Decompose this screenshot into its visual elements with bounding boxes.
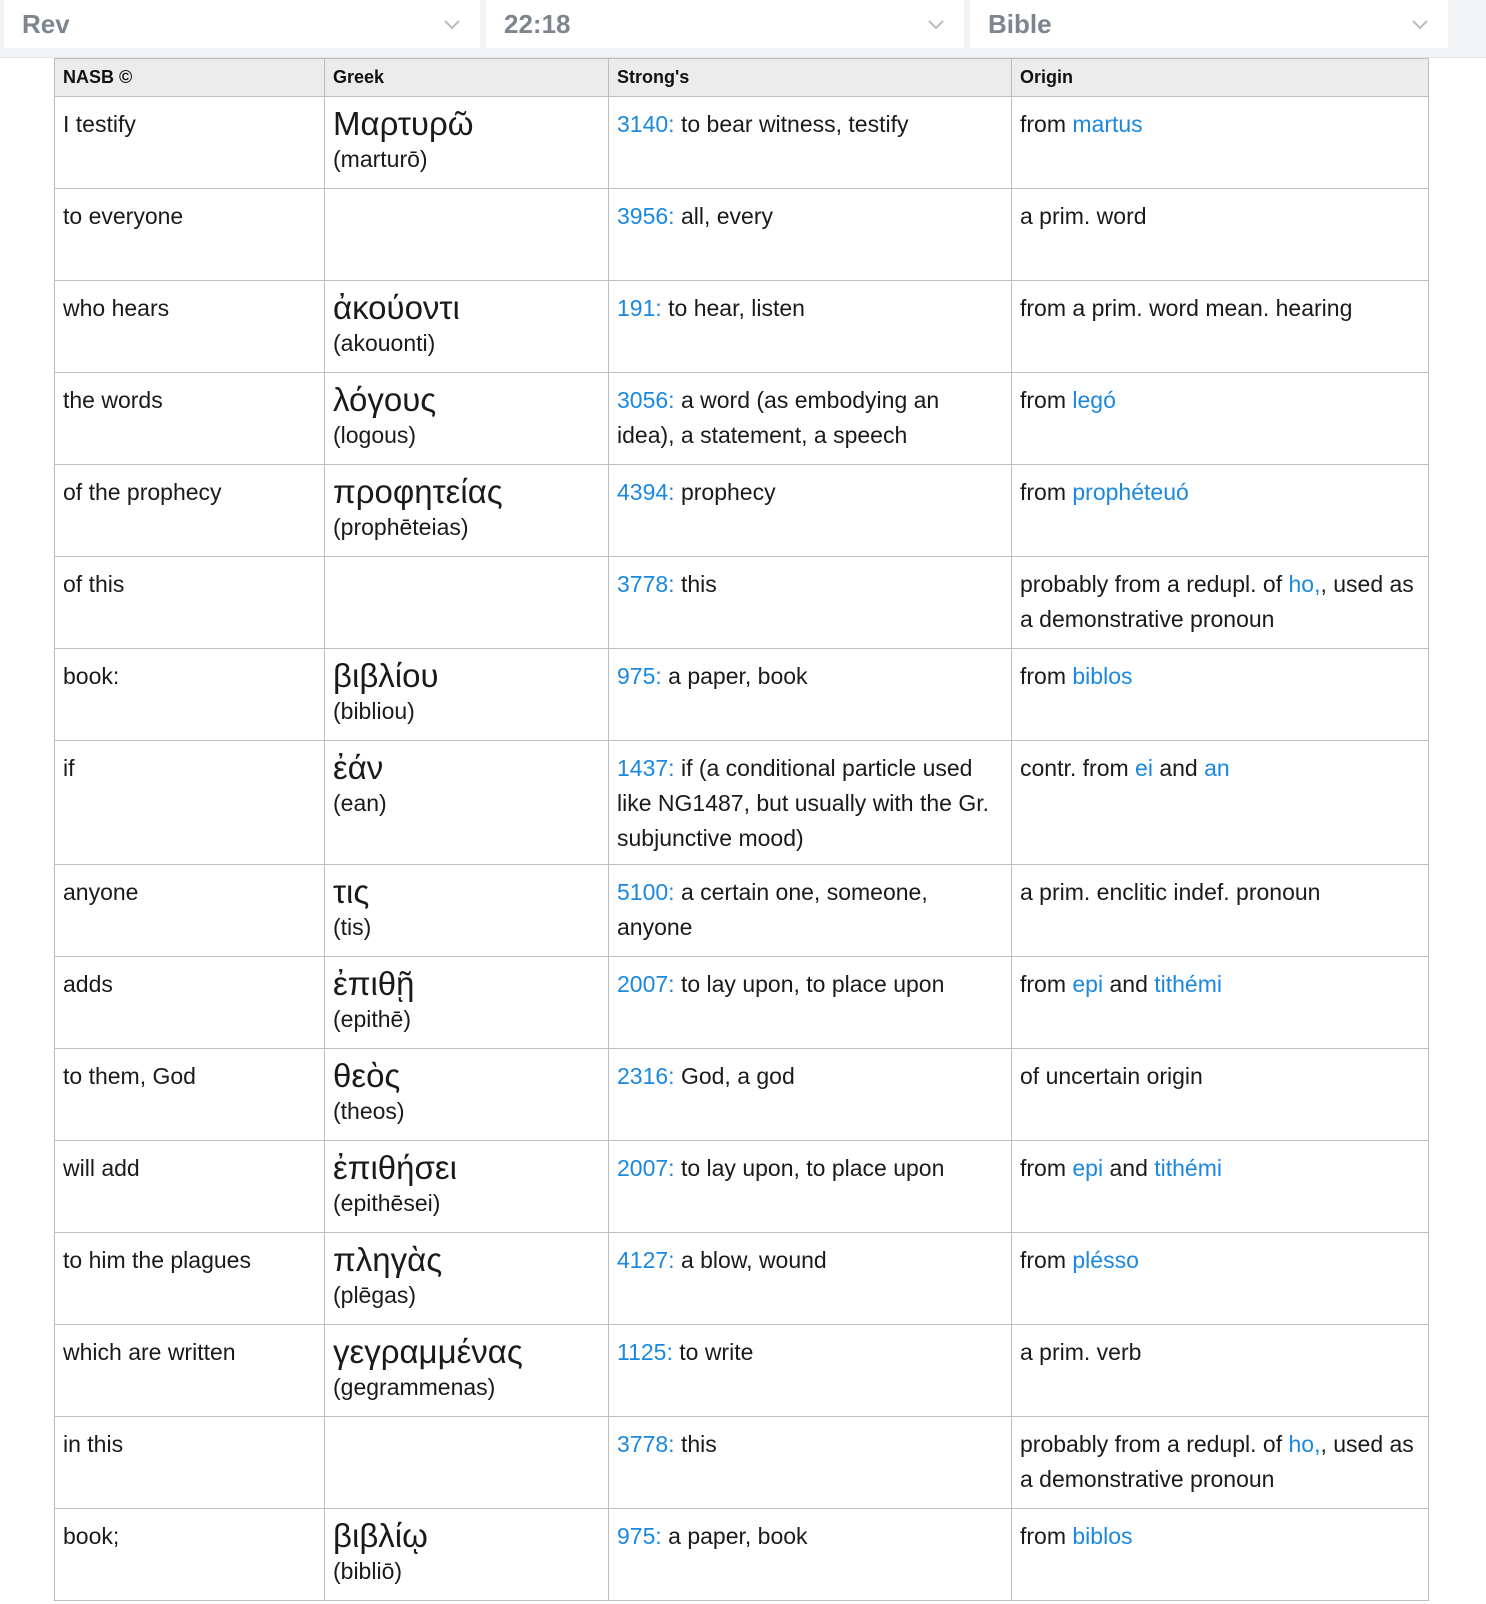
origin-root-link[interactable]: tithémi	[1154, 1155, 1222, 1181]
origin-cell	[1012, 957, 1429, 1049]
chevron-down-icon	[924, 12, 948, 36]
transliteration: (ean)	[333, 790, 387, 816]
origin-text: probably from a redupl. of	[1020, 1431, 1289, 1457]
origin-text: and	[1103, 971, 1155, 997]
transliteration: (gegrammenas)	[333, 1374, 496, 1400]
strongs-cell	[609, 281, 1012, 373]
header-greek: Greek	[325, 59, 609, 97]
greek-word: ἐπιθῇ	[333, 965, 415, 1002]
origin-root-link[interactable]: epi	[1072, 1155, 1104, 1181]
strongs-number-link[interactable]: 3056:	[617, 387, 675, 413]
greek-word: λόγους	[333, 381, 437, 418]
strongs-number-link[interactable]: 3140:	[617, 111, 675, 137]
table-row	[55, 1509, 1429, 1601]
nasb-cell: in this	[55, 1417, 325, 1509]
greek-cell	[325, 1509, 609, 1601]
strongs-cell	[609, 97, 1012, 189]
transliteration: (plēgas)	[333, 1282, 417, 1308]
origin-text: from	[1020, 387, 1073, 413]
header-origin: Origin	[1012, 59, 1429, 97]
origin-cell	[1012, 557, 1429, 649]
strongs-cell	[609, 1417, 1012, 1509]
origin-cell	[1012, 465, 1429, 557]
origin-root-link[interactable]: ei	[1135, 755, 1153, 781]
strongs-definition: to write	[672, 1339, 754, 1365]
table-row	[55, 741, 1429, 865]
origin-root-link[interactable]: an	[1204, 755, 1230, 781]
transliteration: (logous)	[333, 422, 417, 448]
transliteration: (tis)	[333, 914, 372, 940]
strongs-definition: all, every	[674, 203, 773, 229]
chevron-down-icon	[440, 12, 464, 36]
strongs-number-link[interactable]: 191:	[617, 295, 662, 321]
origin-cell	[1012, 1417, 1429, 1509]
strongs-cell	[609, 1509, 1012, 1601]
greek-cell	[325, 465, 609, 557]
greek-cell	[325, 189, 609, 281]
chapter-verse-value: 22:18	[504, 8, 571, 39]
greek-cell	[325, 865, 609, 957]
strongs-number-link[interactable]: 1437:	[617, 755, 675, 781]
strongs-definition: this	[674, 1431, 717, 1457]
strongs-definition: to lay upon, to place upon	[674, 971, 945, 997]
nasb-cell: to everyone	[55, 189, 325, 281]
origin-cell	[1012, 1233, 1429, 1325]
strongs-definition: a paper, book	[661, 1523, 808, 1549]
table-row	[55, 1233, 1429, 1325]
origin-cell	[1012, 865, 1429, 957]
strongs-number-link[interactable]: 975:	[617, 1523, 662, 1549]
origin-cell	[1012, 373, 1429, 465]
strongs-definition: God, a god	[674, 1063, 795, 1089]
table-row	[55, 649, 1429, 741]
strongs-cell	[609, 741, 1012, 865]
strongs-cell	[609, 1049, 1012, 1141]
strongs-number-link[interactable]: 1125:	[617, 1339, 673, 1365]
strongs-number-link[interactable]: 3956:	[617, 203, 675, 229]
origin-text: and	[1152, 755, 1205, 781]
origin-text: , used as a demonstrative pronoun	[1020, 1431, 1414, 1492]
strongs-number-link[interactable]: 4127:	[617, 1247, 675, 1273]
origin-cell	[1012, 1049, 1429, 1141]
origin-text: from a prim. word mean. hearing	[1020, 295, 1353, 321]
table-row	[55, 1049, 1429, 1141]
interlinear-table-container	[54, 58, 1428, 1601]
origin-text: probably from a redupl. of	[1020, 571, 1289, 597]
table-row	[55, 957, 1429, 1049]
origin-text: from	[1020, 971, 1073, 997]
origin-text: from	[1020, 479, 1073, 505]
origin-cell	[1012, 281, 1429, 373]
strongs-number-link[interactable]: 3778:	[617, 571, 675, 597]
strongs-cell	[609, 1325, 1012, 1417]
table-row	[55, 97, 1429, 189]
greek-cell	[325, 281, 609, 373]
strongs-definition: a word (as embodying an idea), a statement, a speech	[617, 387, 940, 448]
greek-cell	[325, 741, 609, 865]
table-row	[55, 865, 1429, 957]
origin-text: , used as a demonstrative pronoun	[1020, 571, 1414, 632]
table-header-row	[55, 59, 1429, 97]
book-select-value: Rev	[22, 8, 70, 39]
origin-text: from	[1020, 663, 1073, 689]
nasb-cell: anyone	[55, 865, 325, 957]
greek-word: ἀκούοντι	[333, 289, 460, 326]
table-row	[55, 1325, 1429, 1417]
origin-cell	[1012, 649, 1429, 741]
nasb-cell: book;	[55, 1509, 325, 1601]
origin-text: from	[1020, 1523, 1073, 1549]
nasb-cell: if	[55, 741, 325, 865]
nasb-cell: adds	[55, 957, 325, 1049]
greek-word: βιβλίῳ	[333, 1517, 428, 1554]
greek-cell	[325, 97, 609, 189]
table-row	[55, 557, 1429, 649]
chevron-down-icon	[1408, 12, 1432, 36]
greek-cell	[325, 1417, 609, 1509]
strongs-number-link[interactable]: 4394:	[617, 479, 675, 505]
strongs-definition: prophecy	[674, 479, 776, 505]
book-select[interactable]	[4, 0, 480, 48]
strongs-definition: to hear, listen	[661, 295, 805, 321]
chapter-verse-select[interactable]	[486, 0, 964, 48]
origin-root-link[interactable]: biblos	[1072, 1523, 1133, 1549]
greek-word: πληγὰς	[333, 1241, 443, 1278]
nasb-cell: the words	[55, 373, 325, 465]
strongs-definition: if (a conditional particle used like NG1487, but usually with the Gr. subjunctive mood)	[617, 755, 990, 851]
strongs-definition: to lay upon, to place upon	[674, 1155, 945, 1181]
transliteration: (epithē)	[333, 1006, 411, 1032]
greek-cell	[325, 649, 609, 741]
origin-text: from	[1020, 1155, 1073, 1181]
origin-cell	[1012, 1325, 1429, 1417]
origin-cell	[1012, 97, 1429, 189]
origin-cell	[1012, 189, 1429, 281]
origin-text: a prim. word	[1020, 203, 1147, 229]
strongs-definition: a certain one, someone, anyone	[617, 879, 928, 940]
greek-word: γεγραμμένας	[333, 1333, 523, 1370]
origin-root-link[interactable]: legó	[1072, 387, 1116, 413]
origin-cell	[1012, 1509, 1429, 1601]
strongs-cell	[609, 465, 1012, 557]
origin-root-link[interactable]: tithémi	[1154, 971, 1222, 997]
nasb-cell: to them, God	[55, 1049, 325, 1141]
table-row	[55, 281, 1429, 373]
table-row	[55, 1417, 1429, 1509]
table-body	[55, 97, 1429, 1601]
greek-word: ἐάν	[333, 749, 384, 786]
origin-root-link[interactable]: ho,	[1288, 1431, 1321, 1457]
strongs-definition: to bear witness, testify	[674, 111, 909, 137]
origin-cell	[1012, 1141, 1429, 1233]
strongs-definition: a paper, book	[661, 663, 808, 689]
header-nasb: NASB ©	[55, 59, 325, 97]
transliteration: (theos)	[333, 1098, 405, 1124]
origin-text: from	[1020, 1247, 1073, 1273]
strongs-cell	[609, 1233, 1012, 1325]
header-strongs: Strong's	[609, 59, 1012, 97]
greek-cell	[325, 1325, 609, 1417]
origin-cell	[1012, 741, 1429, 865]
greek-word: θεὸς	[333, 1057, 401, 1094]
nasb-cell: will add	[55, 1141, 325, 1233]
origin-text: of uncertain origin	[1020, 1063, 1203, 1089]
strongs-cell	[609, 865, 1012, 957]
transliteration: (akouonti)	[333, 330, 436, 356]
transliteration: (marturō)	[333, 146, 428, 172]
greek-word: βιβλίου	[333, 657, 439, 694]
strongs-cell	[609, 1141, 1012, 1233]
table-row	[55, 465, 1429, 557]
strongs-number-link[interactable]: 3778:	[617, 1431, 675, 1457]
nasb-cell: I testify	[55, 97, 325, 189]
strongs-number-link[interactable]: 5100:	[617, 879, 675, 905]
greek-word: τις	[333, 873, 370, 910]
version-select[interactable]	[970, 0, 1448, 48]
transliteration: (bibliou)	[333, 698, 415, 724]
nasb-cell: who hears	[55, 281, 325, 373]
origin-root-link[interactable]: plésso	[1072, 1247, 1139, 1273]
nasb-cell: which are written	[55, 1325, 325, 1417]
table-row	[55, 373, 1429, 465]
origin-root-link[interactable]: biblos	[1072, 663, 1133, 689]
nasb-cell: book:	[55, 649, 325, 741]
nasb-cell: to him the plagues	[55, 1233, 325, 1325]
top-bar	[0, 0, 1486, 58]
transliteration: (prophēteias)	[333, 514, 469, 540]
strongs-number-link[interactable]: 975:	[617, 663, 662, 689]
origin-root-link[interactable]: ho,	[1288, 571, 1321, 597]
strongs-cell	[609, 957, 1012, 1049]
nasb-cell: of the prophecy	[55, 465, 325, 557]
origin-text: a prim. verb	[1020, 1339, 1142, 1365]
strongs-number-link[interactable]: 2007:	[617, 971, 675, 997]
transliteration: (epithēsei)	[333, 1190, 441, 1216]
origin-text: from	[1020, 111, 1073, 137]
greek-cell	[325, 1233, 609, 1325]
strongs-cell	[609, 373, 1012, 465]
interlinear-table	[54, 58, 1429, 1601]
greek-cell	[325, 1049, 609, 1141]
greek-cell	[325, 1141, 609, 1233]
origin-root-link[interactable]: epi	[1072, 971, 1104, 997]
greek-word: ἐπιθήσει	[333, 1149, 457, 1186]
greek-cell	[325, 557, 609, 649]
strongs-number-link[interactable]: 2316:	[617, 1063, 675, 1089]
strongs-cell	[609, 189, 1012, 281]
greek-cell	[325, 957, 609, 1049]
origin-root-link[interactable]: martus	[1072, 111, 1143, 137]
origin-text: contr. from	[1020, 755, 1136, 781]
strongs-cell	[609, 557, 1012, 649]
greek-word: Μαρτυρῶ	[333, 105, 474, 142]
strongs-definition: a blow, wound	[674, 1247, 827, 1273]
table-row	[55, 1141, 1429, 1233]
strongs-definition: this	[674, 571, 717, 597]
table-row	[55, 189, 1429, 281]
version-select-value: Bible	[988, 8, 1052, 39]
nasb-cell: of this	[55, 557, 325, 649]
origin-text: and	[1103, 1155, 1155, 1181]
origin-text: a prim. enclitic indef. pronoun	[1020, 879, 1321, 905]
strongs-number-link[interactable]: 2007:	[617, 1155, 675, 1181]
greek-word: προφητείας	[333, 473, 503, 510]
greek-cell	[325, 373, 609, 465]
strongs-cell	[609, 649, 1012, 741]
transliteration: (bibliō)	[333, 1558, 403, 1584]
origin-root-link[interactable]: prophéteuó	[1072, 479, 1189, 505]
